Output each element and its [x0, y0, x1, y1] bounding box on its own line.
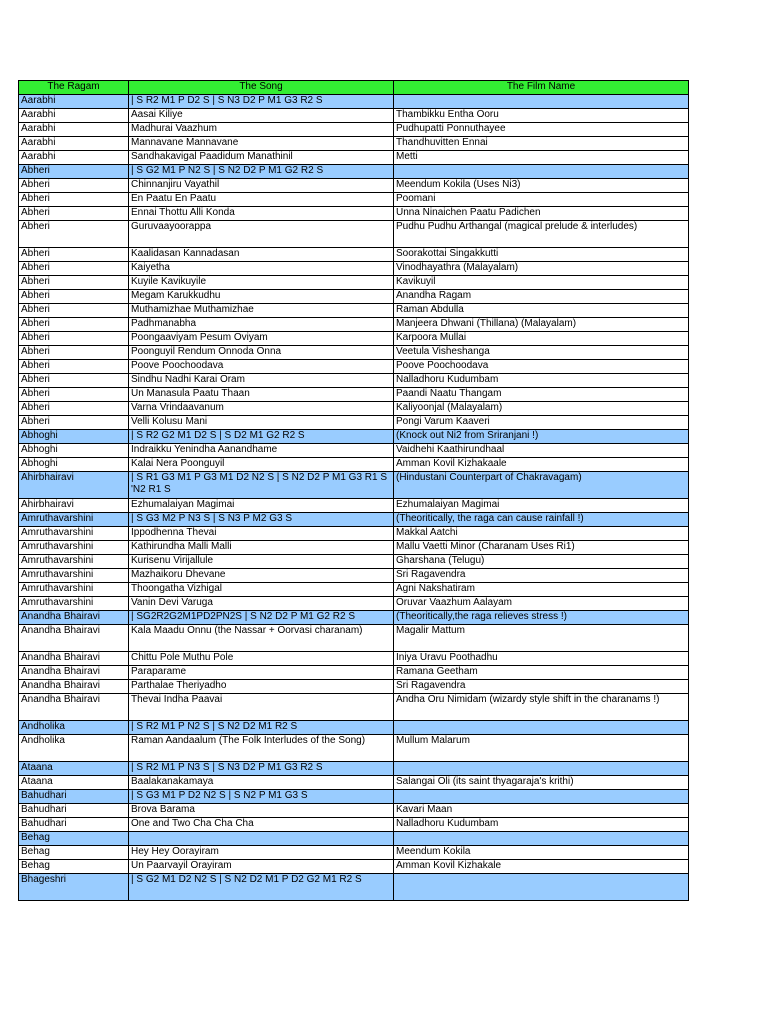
film-name-cell: Nalladhoru Kudumbam	[394, 818, 689, 832]
film-name-cell: Ramana Geetham	[394, 666, 689, 680]
song-cell	[129, 832, 394, 846]
ragam-cell: Anandha Bhairavi	[19, 625, 129, 652]
ragam-cell: Abheri	[19, 207, 129, 221]
song-cell: Muthamizhae Muthamizhae	[129, 304, 394, 318]
song-cell: Paraparame	[129, 666, 394, 680]
table-row	[19, 666, 689, 680]
film-name-cell	[394, 790, 689, 804]
ragam-cell: Anandha Bhairavi	[19, 680, 129, 694]
film-name-cell	[394, 874, 689, 901]
song-cell: | S G3 M2 P N3 S | S N3 P M2 G3 S	[129, 513, 394, 527]
film-name-cell: Raman Abdulla	[394, 304, 689, 318]
table-row	[19, 444, 689, 458]
song-cell: Ezhumalaiyan Magimai	[129, 499, 394, 513]
table-row	[19, 804, 689, 818]
film-name-cell: Gharshana (Telugu)	[394, 555, 689, 569]
film-name-cell: Meendum Kokila (Uses Ni3)	[394, 179, 689, 193]
song-cell: Sindhu Nadhi Karai Oram	[129, 374, 394, 388]
ragam-cell: Ahirbhairavi	[19, 472, 129, 499]
table-row	[19, 555, 689, 569]
ragam-cell: Abheri	[19, 346, 129, 360]
song-cell: | S R2 M1 P D2 S | S N3 D2 P M1 G3 R2 S	[129, 95, 394, 109]
film-name-cell: Vinodhayathra (Malayalam)	[394, 262, 689, 276]
header-ragam: The Ragam	[19, 81, 129, 95]
table-row	[19, 776, 689, 790]
ragam-cell: Anandha Bhairavi	[19, 694, 129, 721]
header-song: The Song	[129, 81, 394, 95]
ragam-cell: Abheri	[19, 360, 129, 374]
film-name-cell: Sri Ragavendra	[394, 569, 689, 583]
ragam-cell: Amruthavarshini	[19, 527, 129, 541]
ragam-cell: Amruthavarshini	[19, 597, 129, 611]
ragam-cell: Anandha Bhairavi	[19, 652, 129, 666]
table-row	[19, 680, 689, 694]
song-cell: Hey Hey Oorayiram	[129, 846, 394, 860]
ragam-cell: Aarabhi	[19, 137, 129, 151]
raga-scale-row	[19, 874, 689, 901]
ragam-cell: Abheri	[19, 165, 129, 179]
song-cell: Ippodhenna Thevai	[129, 527, 394, 541]
film-name-cell: Vaidhehi Kaathirundhaal	[394, 444, 689, 458]
table-row	[19, 374, 689, 388]
film-name-cell: Pudhupatti Ponnuthayee	[394, 123, 689, 137]
film-name-cell: Meendum Kokila	[394, 846, 689, 860]
film-name-cell: Thambikku Entha Ooru	[394, 109, 689, 123]
song-cell: Aasai Kiliye	[129, 109, 394, 123]
song-cell: Indraikku Yenindha Aanandhame	[129, 444, 394, 458]
ragam-cell: Behag	[19, 832, 129, 846]
film-name-cell: Nalladhoru Kudumbam	[394, 374, 689, 388]
table-row	[19, 360, 689, 374]
table-row	[19, 179, 689, 193]
song-cell: | S R2 M1 P N2 S | S N2 D2 M1 R2 S	[129, 721, 394, 735]
raga-song-table	[18, 80, 689, 901]
film-name-cell: Oruvar Vaazhum Aalayam	[394, 597, 689, 611]
table-row	[19, 694, 689, 721]
table-row	[19, 527, 689, 541]
ragam-cell: Abheri	[19, 388, 129, 402]
song-cell: Poove Poochoodava	[129, 360, 394, 374]
ragam-cell: Anandha Bhairavi	[19, 666, 129, 680]
ragam-cell: Abheri	[19, 318, 129, 332]
header-film-name: The Film Name	[394, 81, 689, 95]
raga-scale-row	[19, 95, 689, 109]
ragam-cell: Aarabhi	[19, 95, 129, 109]
film-name-cell: Amman Kovil Kizhakaale	[394, 458, 689, 472]
film-name-cell: (Theoritically,the raga relieves stress !)	[394, 611, 689, 625]
film-name-cell: (Knock out Ni2 from Sriranjani !)	[394, 430, 689, 444]
song-cell: Brova Barama	[129, 804, 394, 818]
raga-scale-row	[19, 762, 689, 776]
film-name-cell: Metti	[394, 151, 689, 165]
ragam-cell: Amruthavarshini	[19, 569, 129, 583]
song-cell: Kaiyetha	[129, 262, 394, 276]
raga-scale-row	[19, 832, 689, 846]
raga-scale-row	[19, 165, 689, 179]
ragam-cell: Behag	[19, 860, 129, 874]
song-cell: Poongaaviyam Pesum Oviyam	[129, 332, 394, 346]
table-row	[19, 109, 689, 123]
table-row	[19, 262, 689, 276]
song-cell: Baalakanakamaya	[129, 776, 394, 790]
song-cell: En Paatu En Paatu	[129, 193, 394, 207]
table-row	[19, 625, 689, 652]
film-name-cell: Makkal Aatchi	[394, 527, 689, 541]
film-name-cell	[394, 95, 689, 109]
table-row	[19, 569, 689, 583]
table-row	[19, 402, 689, 416]
table-row	[19, 652, 689, 666]
song-cell: Velli Kolusu Mani	[129, 416, 394, 430]
ragam-cell: Abheri	[19, 290, 129, 304]
ragam-cell: Abheri	[19, 221, 129, 248]
film-name-cell: Ezhumalaiyan Magimai	[394, 499, 689, 513]
song-cell: Ennai Thottu Alli Konda	[129, 207, 394, 221]
ragam-cell: Abheri	[19, 179, 129, 193]
film-name-cell: Pudhu Pudhu Arthangal (magical prelude & interludes)	[394, 221, 689, 248]
ragam-cell: Ahirbhairavi	[19, 499, 129, 513]
table-row	[19, 248, 689, 262]
table-row	[19, 207, 689, 221]
song-cell: Parthalae Theriyadho	[129, 680, 394, 694]
ragam-cell: Bhageshri	[19, 874, 129, 901]
song-cell: Kuyile Kavikuyile	[129, 276, 394, 290]
ragam-cell: Bahudhari	[19, 790, 129, 804]
song-cell: | S R2 G2 M1 D2 S | S D2 M1 G2 R2 S	[129, 430, 394, 444]
song-cell: Megam Karukkudhu	[129, 290, 394, 304]
table-row	[19, 388, 689, 402]
film-name-cell: Sri Ragavendra	[394, 680, 689, 694]
table-row	[19, 123, 689, 137]
ragam-cell: Andholika	[19, 735, 129, 762]
table-row	[19, 137, 689, 151]
song-cell: Varna Vrindaavanum	[129, 402, 394, 416]
ragam-cell: Ataana	[19, 762, 129, 776]
song-cell: Un Manasula Paatu Thaan	[129, 388, 394, 402]
ragam-cell: Abheri	[19, 248, 129, 262]
ragam-cell: Abheri	[19, 193, 129, 207]
song-cell: Poonguyil Rendum Onnoda Onna	[129, 346, 394, 360]
table-row	[19, 304, 689, 318]
table-row	[19, 597, 689, 611]
table-row	[19, 846, 689, 860]
film-name-cell	[394, 762, 689, 776]
ragam-cell: Abheri	[19, 374, 129, 388]
ragam-cell: Amruthavarshini	[19, 555, 129, 569]
ragam-cell: Ataana	[19, 776, 129, 790]
ragam-cell: Abheri	[19, 276, 129, 290]
song-cell: | S G2 M1 P N2 S | S N2 D2 P M1 G2 R2 S	[129, 165, 394, 179]
song-cell: Vanin Devi Varuga	[129, 597, 394, 611]
film-name-cell: Kaliyoonjal (Malayalam)	[394, 402, 689, 416]
table-row	[19, 499, 689, 513]
ragam-cell: Abheri	[19, 304, 129, 318]
song-cell: Un Paarvayil Orayiram	[129, 860, 394, 874]
raga-scale-row	[19, 790, 689, 804]
song-cell: Thevai Indha Paavai	[129, 694, 394, 721]
ragam-cell: Anandha Bhairavi	[19, 611, 129, 625]
song-cell: Kalai Nera Poonguyil	[129, 458, 394, 472]
table-row	[19, 151, 689, 165]
song-cell: Kala Maadu Onnu (the Nassar + Oorvasi charanam)	[129, 625, 394, 652]
song-cell: Guruvaayoorappa	[129, 221, 394, 248]
film-name-cell: Anandha Ragam	[394, 290, 689, 304]
ragam-cell: Abhoghi	[19, 458, 129, 472]
ragam-cell: Amruthavarshini	[19, 583, 129, 597]
ragam-cell: Aarabhi	[19, 151, 129, 165]
film-name-cell	[394, 832, 689, 846]
ragam-cell: Behag	[19, 846, 129, 860]
song-cell: Mannavane Mannavane	[129, 137, 394, 151]
ragam-cell: Aarabhi	[19, 109, 129, 123]
song-cell: Thoongatha Vizhigal	[129, 583, 394, 597]
table-row	[19, 346, 689, 360]
film-name-cell: Poomani	[394, 193, 689, 207]
film-name-cell: Kavikuyil	[394, 276, 689, 290]
film-name-cell: Iniya Uravu Poothadhu	[394, 652, 689, 666]
film-name-cell	[394, 165, 689, 179]
ragam-cell: Abhoghi	[19, 430, 129, 444]
film-name-cell: Karpoora Mullai	[394, 332, 689, 346]
header-row	[19, 81, 689, 95]
film-name-cell: Magalir Mattum	[394, 625, 689, 652]
ragam-cell: Bahudhari	[19, 804, 129, 818]
song-cell: Kathirundha Malli Malli	[129, 541, 394, 555]
song-cell: Mazhaikoru Dhevane	[129, 569, 394, 583]
table-row	[19, 818, 689, 832]
table-row	[19, 221, 689, 248]
film-name-cell: Mullum Malarum	[394, 735, 689, 762]
film-name-cell: Andha Oru Nimidam (wizardy style shift in the charanams !)	[394, 694, 689, 721]
song-cell: | S R2 M1 P N3 S | S N3 D2 P M1 G3 R2 S	[129, 762, 394, 776]
ragam-cell: Amruthavarshini	[19, 513, 129, 527]
table-row	[19, 276, 689, 290]
raga-scale-row	[19, 611, 689, 625]
ragam-cell: Andholika	[19, 721, 129, 735]
film-name-cell: Paandi Naatu Thangam	[394, 388, 689, 402]
song-cell: Sandhakavigal Paadidum Manathinil	[129, 151, 394, 165]
table-row	[19, 735, 689, 762]
film-name-cell: Thandhuvitten Ennai	[394, 137, 689, 151]
ragam-cell: Abhoghi	[19, 444, 129, 458]
ragam-cell: Abheri	[19, 332, 129, 346]
film-name-cell: Soorakottai Singakkutti	[394, 248, 689, 262]
song-cell: One and Two Cha Cha Cha	[129, 818, 394, 832]
song-cell: Chinnanjiru Vayathil	[129, 179, 394, 193]
song-cell: Madhurai Vaazhum	[129, 123, 394, 137]
song-cell: Kurisenu Virijallule	[129, 555, 394, 569]
table-row	[19, 318, 689, 332]
song-cell: | SG2R2G2M1PD2PN2S | S N2 D2 P M1 G2 R2 S	[129, 611, 394, 625]
ragam-cell: Bahudhari	[19, 818, 129, 832]
table-row	[19, 458, 689, 472]
song-cell: Kaalidasan Kannadasan	[129, 248, 394, 262]
table-row	[19, 541, 689, 555]
ragam-cell: Aarabhi	[19, 123, 129, 137]
song-cell: | S G2 M1 D2 N2 S | S N2 D2 M1 P D2 G2 M1 R2 S	[129, 874, 394, 901]
ragam-cell: Amruthavarshini	[19, 541, 129, 555]
song-cell: | S R1 G3 M1 P G3 M1 D2 N2 S | S N2 D2 P M1 G3 R1 S 'N2 R1 S	[129, 472, 394, 499]
raga-scale-row	[19, 430, 689, 444]
table-row	[19, 416, 689, 430]
film-name-cell: Mallu Vaetti Minor (Charanam Uses Ri1)	[394, 541, 689, 555]
film-name-cell: Amman Kovil Kizhakale	[394, 860, 689, 874]
film-name-cell: Manjeera Dhwani (Thillana) (Malayalam)	[394, 318, 689, 332]
song-cell: | S G3 M1 P D2 N2 S | S N2 P M1 G3 S	[129, 790, 394, 804]
film-name-cell: Unna Ninaichen Paatu Padichen	[394, 207, 689, 221]
song-cell: Padhmanabha	[129, 318, 394, 332]
film-name-cell: Pongi Varum Kaaveri	[394, 416, 689, 430]
raga-scale-row	[19, 513, 689, 527]
film-name-cell: Kavari Maan	[394, 804, 689, 818]
film-name-cell: Veetula Visheshanga	[394, 346, 689, 360]
ragam-cell: Abheri	[19, 402, 129, 416]
film-name-cell: Salangai Oli (its saint thyagaraja's krithi)	[394, 776, 689, 790]
raga-scale-row	[19, 721, 689, 735]
film-name-cell: Agni Nakshatiram	[394, 583, 689, 597]
table-row	[19, 583, 689, 597]
film-name-cell: (Hindustani Counterpart of Chakravagam)	[394, 472, 689, 499]
song-cell: Raman Aandaalum (The Folk Interludes of the Song)	[129, 735, 394, 762]
table-row	[19, 860, 689, 874]
table-row	[19, 332, 689, 346]
ragam-cell: Abheri	[19, 416, 129, 430]
ragam-cell: Abheri	[19, 262, 129, 276]
raga-scale-row	[19, 472, 689, 499]
table-row	[19, 193, 689, 207]
table-row	[19, 290, 689, 304]
film-name-cell	[394, 721, 689, 735]
song-cell: Chittu Pole Muthu Pole	[129, 652, 394, 666]
film-name-cell: Poove Poochoodava	[394, 360, 689, 374]
film-name-cell: (Theoritically, the raga can cause rainfall !)	[394, 513, 689, 527]
